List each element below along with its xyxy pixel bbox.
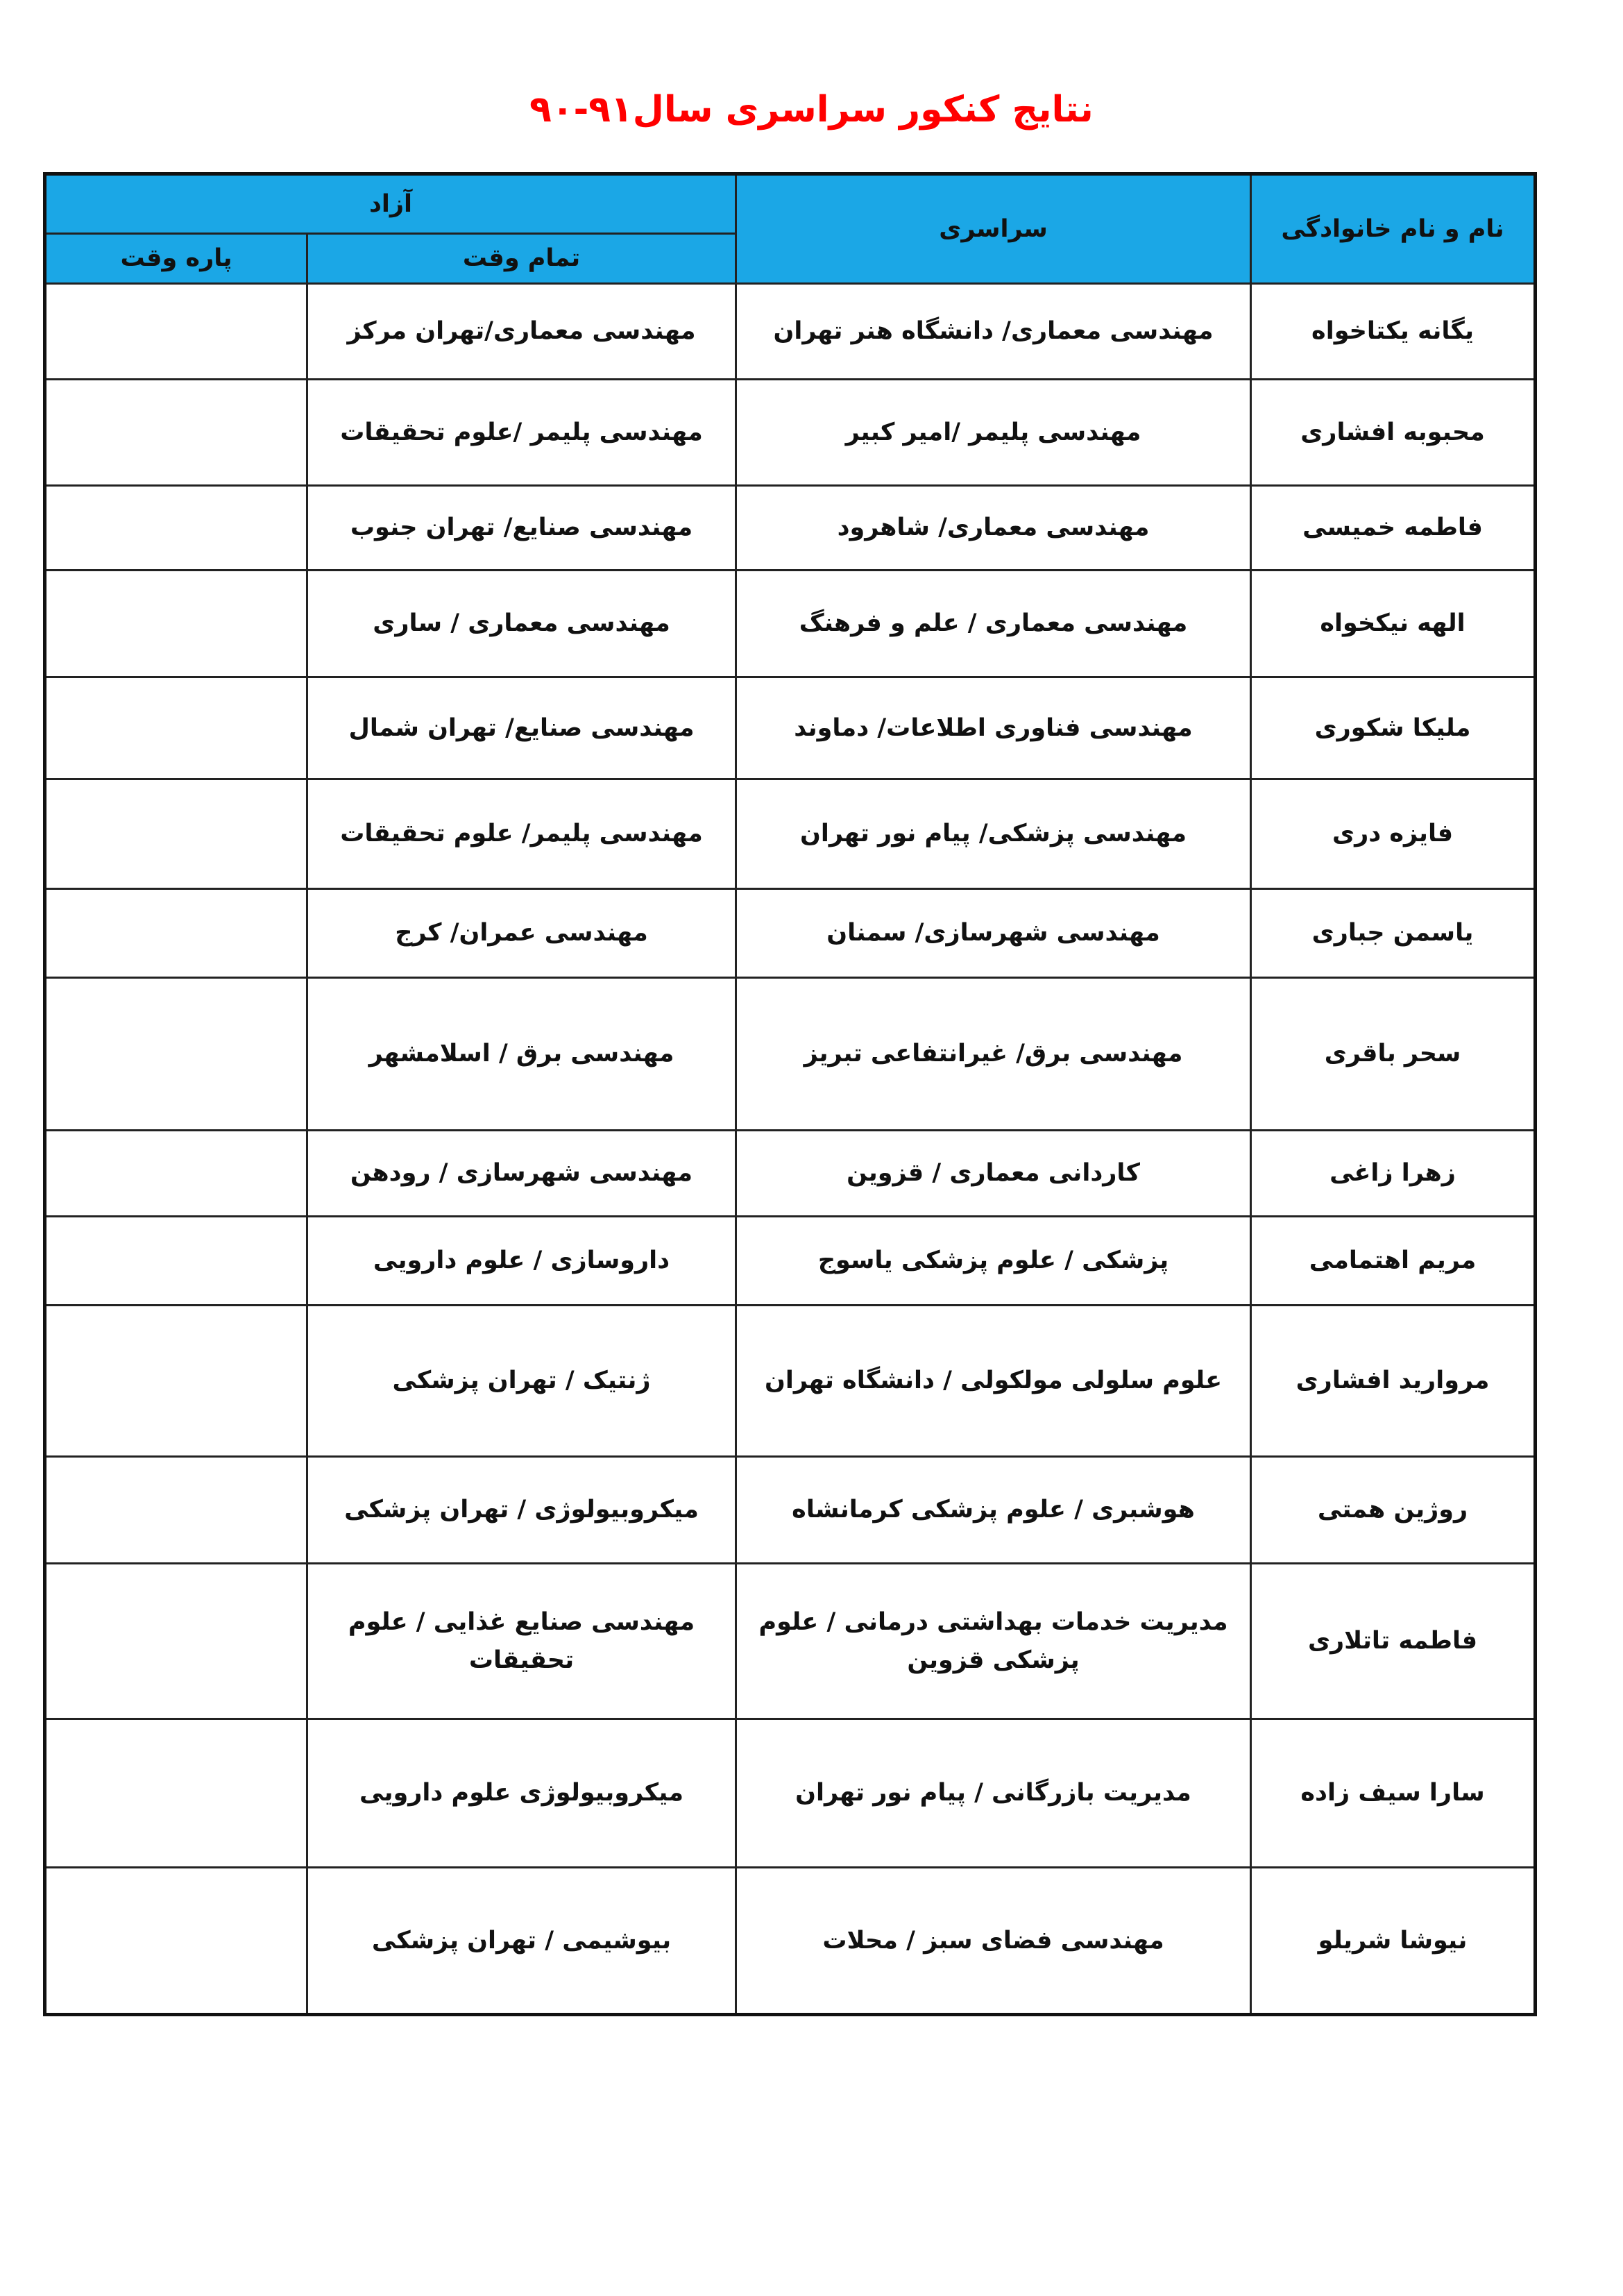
header-sarasari: سراسری: [736, 174, 1251, 284]
full-time-result: مهندسی صنایع/ تهران شمال: [307, 677, 736, 779]
full-time-result: مهندسی پلیمر/ علوم تحقیقات: [307, 779, 736, 889]
sarasari-result: مهندسی پزشکی/ پیام نور تهران: [736, 779, 1251, 889]
sarasari-result: مهندسی فضای سبز / محلات: [736, 1868, 1251, 2015]
student-name: یگانه یکتاخواه: [1251, 284, 1536, 380]
full-time-result: مهندسی معماری / ساری: [307, 571, 736, 677]
full-time-result: مهندسی شهرسازی / رودهن: [307, 1131, 736, 1217]
full-time-result: میکروبیولوژی علوم دارویی: [307, 1719, 736, 1868]
student-name: روژین همتی: [1251, 1457, 1536, 1564]
student-name: سارا سیف زاده: [1251, 1719, 1536, 1868]
results-body: [45, 284, 1536, 2015]
header-name: نام و نام خانوادگی: [1251, 174, 1536, 284]
full-time-result: مهندسی معماری/تهران مرکز: [307, 284, 736, 380]
student-name: نیوشا شریلو: [1251, 1868, 1536, 2015]
table-row: [45, 1868, 1536, 2015]
student-name: فایزه دری: [1251, 779, 1536, 889]
table-row: [45, 1457, 1536, 1564]
table-row: [45, 571, 1536, 677]
student-name: زهرا زاغی: [1251, 1131, 1536, 1217]
table-row: [45, 889, 1536, 978]
table-row: [45, 779, 1536, 889]
part-time-result: [45, 486, 307, 571]
part-time-result: [45, 1306, 307, 1457]
sarasari-result: مهندسی پلیمر /امیر کبیر: [736, 380, 1251, 486]
sarasari-result: کاردانی معماری / قزوین: [736, 1131, 1251, 1217]
sarasari-result: مهندسی شهرسازی/ سمنان: [736, 889, 1251, 978]
page-title: نتایج کنکور سراسری سال۹۱-۹۰: [529, 89, 1094, 130]
student-name: ملیکا شکوری: [1251, 677, 1536, 779]
full-time-result: بیوشیمی / تهران پزشکی: [307, 1868, 736, 2015]
table-row: [45, 1131, 1536, 1217]
part-time-result: [45, 380, 307, 486]
table-row: [45, 1564, 1536, 1719]
table-row: [45, 486, 1536, 571]
header-full-time: تمام وقت: [307, 234, 736, 284]
full-time-result: داروسازی / علوم دارویی: [307, 1217, 736, 1306]
part-time-result: [45, 779, 307, 889]
student-name: الهه نیکخواه: [1251, 571, 1536, 677]
part-time-result: [45, 1564, 307, 1719]
sarasari-result: پزشکی / علوم پزشکی یاسوج: [736, 1217, 1251, 1306]
part-time-result: [45, 1131, 307, 1217]
part-time-result: [45, 978, 307, 1131]
part-time-result: [45, 571, 307, 677]
sarasari-result: مدیریت بازرگانی / پیام نور تهران: [736, 1719, 1251, 1868]
part-time-result: [45, 677, 307, 779]
table-row: [45, 1306, 1536, 1457]
results-table: [43, 172, 1537, 2016]
full-time-result: ژنتیک / تهران پزشکی: [307, 1306, 736, 1457]
sarasari-result: علوم سلولی مولکولی / دانشگاه تهران: [736, 1306, 1251, 1457]
table-row: [45, 380, 1536, 486]
sarasari-result: مدیریت خدمات بهداشتی درمانی / علوم پزشکی قزوین: [736, 1564, 1251, 1719]
table-row: [45, 1719, 1536, 1868]
part-time-result: [45, 1457, 307, 1564]
table-row: [45, 1217, 1536, 1306]
part-time-result: [45, 284, 307, 380]
student-name: مریم اهتمامی: [1251, 1217, 1536, 1306]
header-part-time: پاره وقت: [45, 234, 307, 284]
student-name: فاطمه خمیسی: [1251, 486, 1536, 571]
full-time-result: مهندسی عمران/ کرج: [307, 889, 736, 978]
student-name: سحر باقری: [1251, 978, 1536, 1131]
sarasari-result: مهندسی معماری/ دانشگاه هنر تهران: [736, 284, 1251, 380]
table-row: [45, 284, 1536, 380]
full-time-result: میکروبیولوژی / تهران پزشکی: [307, 1457, 736, 1564]
student-name: فاطمه تاتلاری: [1251, 1564, 1536, 1719]
table-row: [45, 677, 1536, 779]
full-time-result: مهندسی پلیمر /علوم تحقیقات: [307, 380, 736, 486]
part-time-result: [45, 889, 307, 978]
table-row: [45, 978, 1536, 1131]
sarasari-result: مهندسی معماری/ شاهرود: [736, 486, 1251, 571]
sarasari-result: هوشبری / علوم پزشکی کرمانشاه: [736, 1457, 1251, 1564]
full-time-result: مهندسی برق / اسلامشهر: [307, 978, 736, 1131]
part-time-result: [45, 1217, 307, 1306]
part-time-result: [45, 1868, 307, 2015]
header-azad: آزاد: [45, 174, 736, 234]
full-time-result: مهندسی صنایع/ تهران جنوب: [307, 486, 736, 571]
student-name: یاسمن جباری: [1251, 889, 1536, 978]
sarasari-result: مهندسی برق/ غیرانتفاعی تبریز: [736, 978, 1251, 1131]
sarasari-result: مهندسی فناوری اطلاعات/ دماوند: [736, 677, 1251, 779]
student-name: مروارید افشاری: [1251, 1306, 1536, 1457]
part-time-result: [45, 1719, 307, 1868]
student-name: محبوبه افشاری: [1251, 380, 1536, 486]
full-time-result: مهندسی صنایع غذایی / علوم تحقیقات: [307, 1564, 736, 1719]
sarasari-result: مهندسی معماری / علم و فرهنگ: [736, 571, 1251, 677]
